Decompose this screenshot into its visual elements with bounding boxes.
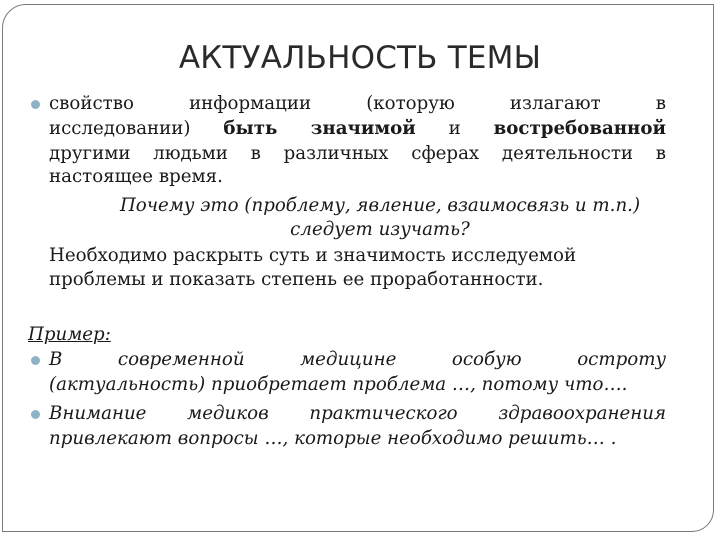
p1-line-2: [49, 116, 666, 141]
slide-title: АКТУАЛЬНОСТЬ ТЕМЫ: [178, 40, 542, 76]
e2-line-2: привлекают вопросы …, которые необходимо решить… .: [49, 428, 617, 449]
p1-line-1: свойство информации (которую излагают в: [49, 93, 666, 114]
bullet-icon: [31, 410, 40, 419]
p2-line-1: Необходимо раскрыть суть и значимость исследуемой: [49, 245, 577, 266]
e1-line-1: В современной медицине особую остроту: [49, 349, 666, 370]
p1-line-2-a: исследовании): [49, 118, 191, 139]
question-line-1: Почему это (проблему, явление, взаимосвязь и т.п.): [119, 195, 641, 216]
p1-bold-significant: быть значимой: [223, 118, 416, 139]
e2-line-1: Внимание медиков практического здравоохранения: [49, 403, 666, 424]
question-line-2: следует изучать?: [290, 219, 470, 240]
e1-line-2: (актуальность) приобретает проблема …, потому что….: [49, 374, 628, 395]
bullet-icon: [31, 100, 40, 109]
p1-line-2-c: и: [448, 118, 461, 139]
bullet-icon: [31, 356, 40, 365]
p1-line-4: настоящее время.: [49, 166, 223, 187]
p1-line-3: другими людьми в различных сферах деятельности в: [49, 143, 666, 164]
example-label: Пример:: [28, 324, 111, 345]
p2-line-2: проблемы и показать степень ее проработанности.: [49, 269, 544, 290]
p1-bold-demanded: востребованной: [493, 118, 666, 139]
